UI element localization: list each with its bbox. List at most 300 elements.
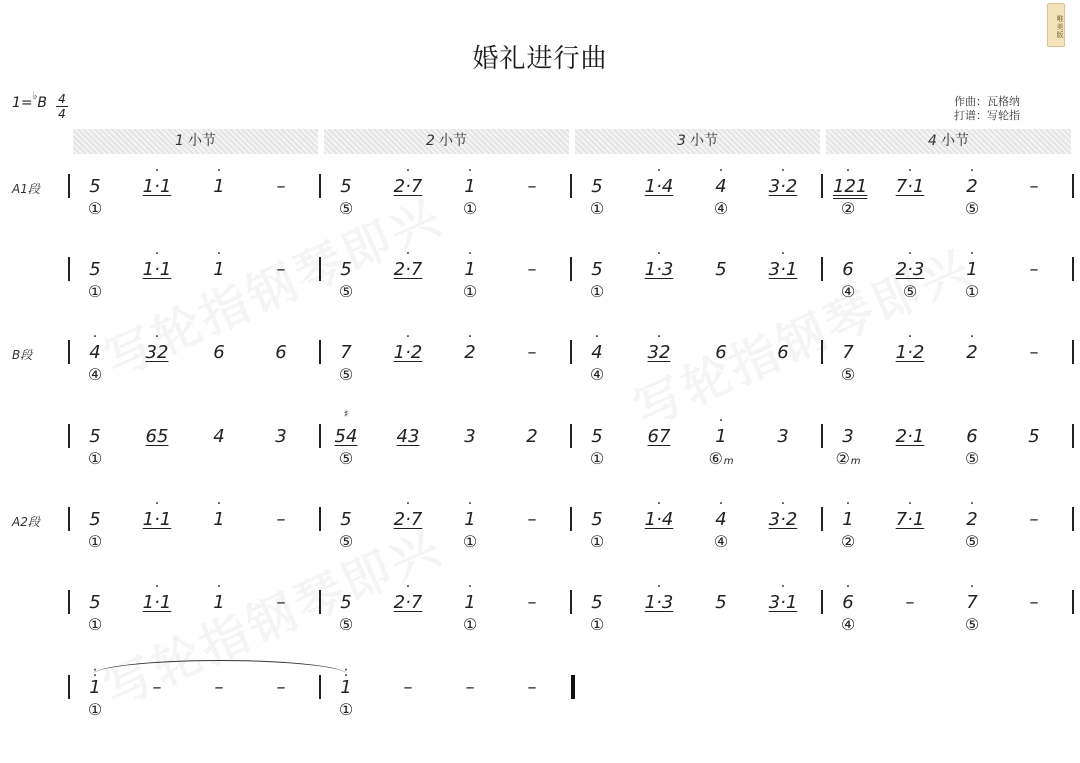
note-digits: 2 [966, 342, 978, 363]
note-cell [582, 426, 612, 448]
note-cell [644, 246, 674, 281]
octave-dot: · [656, 579, 662, 595]
note-digits: 3·2 [768, 176, 798, 197]
note-cell [768, 496, 798, 531]
note-digits: 6 [777, 342, 789, 363]
sustain-dash [517, 592, 547, 614]
octave-dot: · [780, 246, 786, 262]
octave-dot: · [656, 163, 662, 179]
finger-marker [582, 366, 612, 384]
finger-marker [582, 533, 612, 551]
finger-marker [833, 533, 863, 551]
finger-marker [331, 366, 361, 384]
bar-line [1072, 340, 1074, 364]
finger-marker [706, 200, 736, 218]
finger-number: ⑤ [840, 365, 856, 384]
finger-marker [331, 701, 361, 719]
note-cell [455, 579, 485, 614]
note-digits: 4 [715, 176, 727, 197]
note-digits: 6 [966, 426, 978, 447]
finger-marker [957, 533, 987, 551]
measure-number: 2 [426, 133, 435, 149]
note-cell [833, 163, 868, 198]
finger-marker [80, 450, 110, 468]
note-digits: 5 [89, 592, 101, 613]
note-cell [331, 409, 361, 448]
note-digits: 2 [526, 426, 538, 447]
note-digits: 1·4 [644, 176, 674, 197]
sustain-dash [142, 677, 172, 699]
bar-line [319, 424, 321, 448]
note-cell [833, 496, 863, 531]
note-digits: 6 [715, 342, 727, 363]
finger-number: ① [462, 615, 478, 634]
octave-dot: · [969, 579, 975, 595]
note-digits: 54 [334, 426, 358, 447]
finger-marker [833, 450, 863, 471]
bar-line [1072, 174, 1074, 198]
octave-dot: · [780, 163, 786, 179]
note-cell [768, 246, 798, 281]
finger-marker [833, 366, 863, 384]
note-cell [455, 496, 485, 531]
bar-line [821, 507, 823, 531]
note-cell [80, 176, 110, 198]
note-cell [266, 426, 296, 448]
measure-label: 小节 [689, 133, 718, 149]
note-cell [204, 496, 234, 531]
note-digits: 43 [396, 426, 420, 447]
finger-marker [331, 283, 361, 301]
bar-line [821, 590, 823, 614]
finger-marker [80, 616, 110, 634]
finger-number: ⑤ [338, 199, 354, 218]
note-cell [393, 426, 423, 448]
note-cell [644, 329, 674, 364]
octave-dot: · [718, 413, 724, 429]
note-cell [204, 246, 234, 281]
note-digits: 5 [89, 426, 101, 447]
time-signature [56, 93, 68, 120]
octave-dot: · [154, 579, 160, 595]
note-digits: 1 [213, 509, 225, 530]
sustain-dash [1019, 592, 1049, 614]
note-cell [393, 329, 423, 364]
note-cell [455, 163, 485, 198]
note-cell [644, 426, 674, 448]
finger-marker [582, 616, 612, 634]
measure-header-1 [73, 129, 318, 154]
octave-dot: · [780, 579, 786, 595]
note-digits: – [465, 677, 475, 698]
note-cell [706, 259, 736, 281]
flat-icon: ♭ [32, 91, 38, 102]
note-digits: – [214, 677, 224, 698]
time-signature-bottom: 4 [58, 107, 66, 121]
octave-dot: · [154, 163, 160, 179]
note-cell [331, 342, 361, 364]
note-digits: 5 [591, 509, 603, 530]
note-digits: 1 [340, 677, 352, 698]
bar-line [570, 507, 572, 531]
measure-header-4 [826, 129, 1071, 154]
sustain-dash [517, 677, 547, 699]
note-digits: 1 [464, 176, 476, 197]
finger-number: ① [964, 282, 980, 301]
bar-line [1072, 507, 1074, 531]
sustain-dash [517, 176, 547, 198]
note-digits: 2·7 [393, 592, 423, 613]
sustain-dash [1019, 259, 1049, 281]
note-digits: 1 [213, 259, 225, 280]
note-cell [582, 259, 612, 281]
watermark [622, 229, 983, 440]
note-digits: 3 [275, 426, 287, 447]
note-digits: – [527, 259, 537, 280]
finger-number: ① [589, 199, 605, 218]
note-digits: – [152, 677, 162, 698]
note-digits: – [527, 592, 537, 613]
finger-marker [957, 450, 987, 468]
note-digits: 2·7 [393, 509, 423, 530]
arranger-credit: 打谱：写轮指 [954, 109, 1020, 122]
note-cell [833, 259, 863, 281]
note-cell [768, 163, 798, 198]
note-digits: 5 [591, 592, 603, 613]
note-digits: – [276, 176, 286, 197]
octave-dot: · [467, 579, 473, 595]
note-digits: 1·1 [142, 176, 172, 197]
finger-number: ① [87, 449, 103, 468]
note-cell [706, 592, 736, 614]
bar-line [1072, 257, 1074, 281]
octave-dot: · [907, 496, 913, 512]
note-cell [895, 329, 925, 364]
finger-number: ⑤ [338, 282, 354, 301]
octave-dot: · [216, 579, 222, 595]
finger-marker [80, 366, 110, 384]
note-digits: 7 [340, 342, 352, 363]
note-digits: 5 [715, 592, 727, 613]
note-cell [957, 246, 987, 281]
note-cell [644, 163, 674, 198]
note-cell [957, 579, 987, 614]
octave-dot: · [845, 163, 851, 179]
time-signature-top: 4 [58, 92, 66, 106]
note-cell [706, 163, 736, 198]
octave-dot: · [969, 329, 975, 345]
note-cell [80, 664, 110, 699]
note-digits: – [1029, 342, 1039, 363]
sustain-dash [1019, 509, 1049, 531]
octave-dot: · [154, 329, 160, 345]
note-cell [80, 592, 110, 614]
note-digits: 1·3 [644, 259, 674, 280]
octave-dot: · [405, 579, 411, 595]
finger-number: ⑥ [708, 449, 723, 468]
note-cell [142, 329, 172, 364]
octave-dot: · [467, 496, 473, 512]
octave-dot: · [969, 163, 975, 179]
key-eq: = [20, 95, 33, 111]
note-digits: – [1029, 176, 1039, 197]
octave-dot: · [154, 246, 160, 262]
note-cell [142, 163, 172, 198]
note-digits: – [1029, 509, 1039, 530]
note-digits: 1 [464, 509, 476, 530]
note-cell [706, 496, 736, 531]
octave-dot: · [154, 496, 160, 512]
octave-dot: · [216, 163, 222, 179]
octave-dot: · [92, 329, 98, 345]
note-digits: 5 [89, 509, 101, 530]
note-digits: 3·1 [768, 259, 798, 280]
note-cell [582, 509, 612, 531]
key-note: B [37, 95, 47, 111]
note-cell [582, 176, 612, 198]
bar-line [319, 590, 321, 614]
finger-number: ① [87, 199, 103, 218]
octave-dot: · [907, 163, 913, 179]
note-digits: 121 [833, 176, 868, 197]
note-digits: 5 [715, 259, 727, 280]
sustain-dash [266, 176, 296, 198]
sustain-dash [517, 509, 547, 531]
note-digits: 2 [464, 342, 476, 363]
bar-line [319, 675, 321, 699]
sustain-dash [266, 592, 296, 614]
note-cell [1019, 426, 1049, 448]
octave-dot: · [969, 246, 975, 262]
finger-marker [80, 533, 110, 551]
note-digits: 1·2 [393, 342, 423, 363]
note-cell [80, 329, 110, 364]
note-digits: 32 [145, 342, 169, 363]
note-cell [895, 163, 925, 198]
octave-dot: · [845, 496, 851, 512]
note-digits: 1 [715, 426, 727, 447]
note-digits: – [527, 176, 537, 197]
note-cell [895, 426, 925, 448]
octave-dot: · [656, 329, 662, 345]
bar-line [570, 590, 572, 614]
note-cell [895, 496, 925, 531]
measure-number: 3 [677, 133, 686, 149]
note-cell [455, 246, 485, 281]
note-digits: 5 [591, 426, 603, 447]
finger-number: ⑤ [964, 449, 980, 468]
note-digits: 3 [464, 426, 476, 447]
octave-dot: · [969, 496, 975, 512]
note-digits: 5 [340, 259, 352, 280]
note-digits: 3 [777, 426, 789, 447]
finger-marker [833, 616, 863, 634]
measure-label: 小节 [940, 133, 969, 149]
bar-line [319, 340, 321, 364]
note-digits: 1·4 [644, 509, 674, 530]
octave-dot: · [405, 163, 411, 179]
octave-dot: · [216, 246, 222, 262]
note-digits: – [276, 677, 286, 698]
finger-number: ① [589, 449, 605, 468]
note-digits: – [276, 509, 286, 530]
note-cell [331, 664, 361, 699]
finger-number: ④ [589, 365, 605, 384]
finger-number: ⑤ [902, 282, 918, 301]
sustain-dash [455, 677, 485, 699]
finger-number: ① [87, 700, 103, 719]
note-cell [957, 163, 987, 198]
key-one: 1 [12, 95, 21, 111]
octave-dot: · [405, 496, 411, 512]
note-cell [142, 496, 172, 531]
measure-label: 小节 [187, 133, 216, 149]
note-digits: 6 [275, 342, 287, 363]
finger-number: ⑤ [964, 615, 980, 634]
note-digits: 5 [1028, 426, 1040, 447]
finger-marker [582, 450, 612, 468]
finger-marker [833, 200, 863, 218]
finger-number: ⑤ [338, 615, 354, 634]
section-label-a2: A2段 [12, 515, 40, 529]
note-cell [80, 426, 110, 448]
octave-dot: · [467, 329, 473, 345]
finger-marker [455, 283, 485, 301]
note-cell [706, 413, 736, 448]
note-cell [768, 342, 798, 364]
note-cell [393, 246, 423, 281]
finger-number: ② [835, 449, 850, 468]
octave-dot: · [656, 496, 662, 512]
finger-marker [957, 283, 987, 301]
bar-line [821, 257, 823, 281]
note-digits: 2·1 [895, 426, 925, 447]
note-digits: 4 [89, 342, 101, 363]
sustain-dash [895, 592, 925, 614]
note-digits: 1 [213, 592, 225, 613]
note-digits: 1·1 [142, 259, 172, 280]
octave-dot: : [343, 664, 349, 680]
final-bar-line [571, 675, 575, 699]
tie-arc [92, 660, 348, 675]
finger-marker [80, 200, 110, 218]
note-digits: 3 [842, 426, 854, 447]
sustain-dash [204, 677, 234, 699]
note-digits: – [276, 259, 286, 280]
sustain-dash [266, 677, 296, 699]
finger-modifier: m [850, 456, 861, 467]
bar-line [1072, 424, 1074, 448]
measure-label: 小节 [438, 133, 467, 149]
finger-marker [957, 616, 987, 634]
note-cell [582, 592, 612, 614]
note-digits: 65 [145, 426, 169, 447]
note-cell [833, 426, 863, 448]
note-cell [895, 246, 925, 281]
note-digits: 7·1 [895, 509, 925, 530]
finger-number: ④ [840, 282, 856, 301]
note-digits: 5 [591, 259, 603, 280]
note-cell [331, 259, 361, 281]
sustain-dash [1019, 342, 1049, 364]
note-cell [957, 496, 987, 531]
finger-marker [331, 200, 361, 218]
finger-marker [582, 283, 612, 301]
note-digits: – [403, 677, 413, 698]
note-cell [957, 329, 987, 364]
section-label-a1: A1段 [12, 182, 40, 196]
note-digits: 1·2 [895, 342, 925, 363]
octave-dot: · [907, 329, 913, 345]
note-digits: – [905, 592, 915, 613]
note-cell [204, 579, 234, 614]
note-cell [142, 579, 172, 614]
finger-marker [331, 533, 361, 551]
note-cell [204, 426, 234, 448]
finger-number: ⑤ [338, 532, 354, 551]
note-digits: 3·2 [768, 509, 798, 530]
note-cell [331, 176, 361, 198]
bar-line [319, 257, 321, 281]
finger-marker [331, 616, 361, 634]
note-digits: 1 [842, 509, 854, 530]
finger-number: ② [840, 532, 856, 551]
composer-credit: 作曲：瓦格纳 [954, 95, 1020, 108]
note-digits: 2·3 [895, 259, 925, 280]
note-digits: 1 [213, 176, 225, 197]
finger-number: ① [87, 282, 103, 301]
note-cell [957, 426, 987, 448]
sustain-dash [393, 677, 423, 699]
note-cell [517, 426, 547, 448]
finger-number: ② [840, 199, 856, 218]
note-cell [833, 342, 863, 364]
note-digits: – [527, 342, 537, 363]
bar-line [319, 507, 321, 531]
measure-number: 4 [928, 133, 937, 149]
note-cell [644, 496, 674, 531]
finger-marker [455, 533, 485, 551]
finger-marker [455, 200, 485, 218]
note-digits: 2 [966, 176, 978, 197]
octave-dot: · [467, 246, 473, 262]
note-digits: – [1029, 259, 1039, 280]
bar-line [570, 340, 572, 364]
finger-number: ⑤ [964, 532, 980, 551]
section-label-b: B段 [12, 348, 33, 362]
note-digits: 1·1 [142, 592, 172, 613]
sustain-dash [266, 259, 296, 281]
finger-marker [80, 701, 110, 719]
key-signature [12, 91, 47, 111]
bar-line [821, 340, 823, 364]
bar-line [68, 174, 70, 198]
octave-dot: · [718, 163, 724, 179]
finger-marker [706, 450, 736, 471]
note-cell [142, 246, 172, 281]
octave-dot: · [780, 496, 786, 512]
octave-dot: · [594, 329, 600, 345]
measure-header-3 [575, 129, 820, 154]
sustain-dash [266, 509, 296, 531]
note-digits: 1·3 [644, 592, 674, 613]
finger-number: ① [87, 532, 103, 551]
note-digits: 4 [213, 426, 225, 447]
note-cell [331, 509, 361, 531]
bar-line [68, 340, 70, 364]
finger-marker [80, 283, 110, 301]
octave-dot: · [907, 246, 913, 262]
